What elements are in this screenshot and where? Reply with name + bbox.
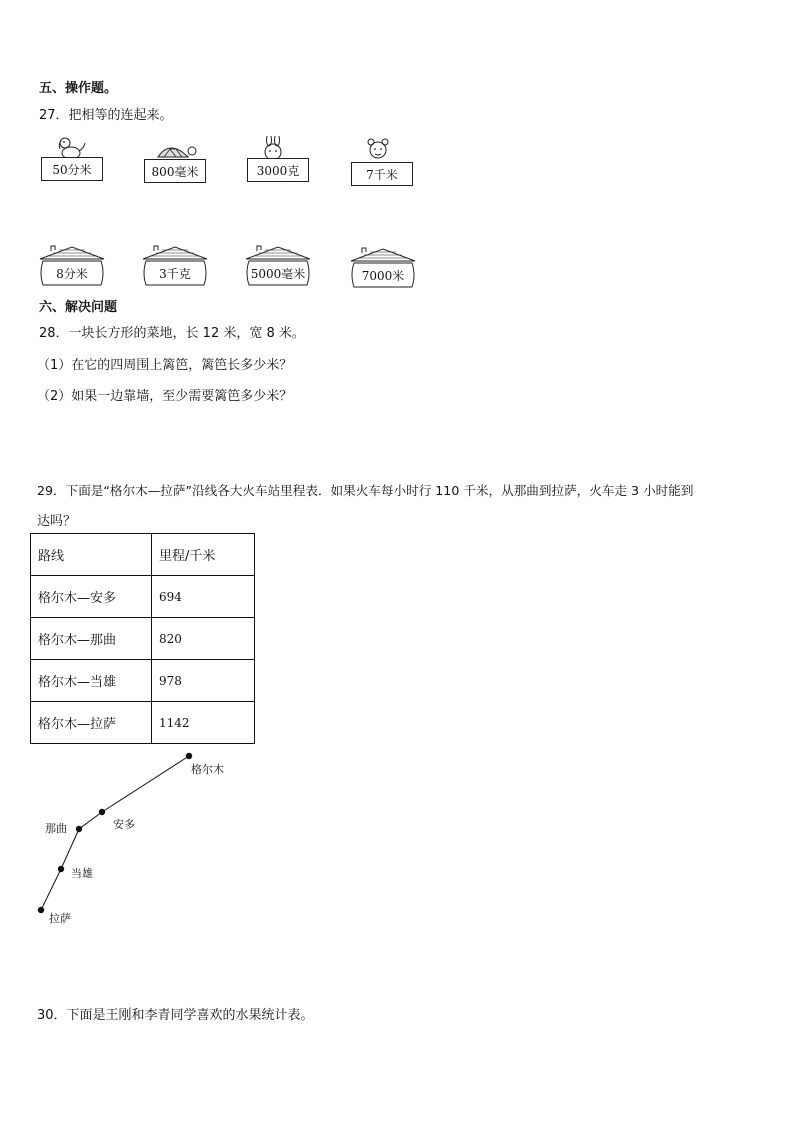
route-cell: 格尔木—拉萨	[31, 702, 152, 744]
station-dot-lhasa	[38, 907, 44, 913]
house-label: 3千克	[159, 267, 191, 281]
q29-line1: 29．下面是“格尔木—拉萨”沿线各大火车站里程表．如果火车每小时行 110 千米，从那曲到拉萨，火车走 3 小时能到	[37, 483, 694, 498]
station-dot-damxung	[58, 866, 64, 872]
card-label: 3000克	[247, 158, 309, 182]
station-label-damxung: 当雄	[71, 867, 93, 880]
q30-text: 30．下面是王刚和李青同学喜欢的水果统计表。	[37, 1008, 314, 1023]
distance-cell: 978	[152, 660, 255, 702]
station-dot-nagqu	[76, 826, 82, 832]
station-label-lhasa: 拉萨	[49, 912, 71, 925]
distance-cell: 820	[152, 618, 255, 660]
house-label: 7000米	[361, 269, 405, 283]
header-route: 路线	[31, 534, 152, 576]
station-dot-amdo	[99, 809, 105, 815]
station-label-nagqu: 那曲	[45, 822, 67, 835]
house-label: 8分米	[56, 267, 88, 281]
route-cell: 格尔木—那曲	[31, 618, 152, 660]
section6-heading: 六、解决问题	[39, 300, 118, 315]
card-label: 7千米	[351, 162, 413, 186]
route-cell: 格尔木—当雄	[31, 660, 152, 702]
route-cell: 格尔木—安多	[31, 576, 152, 618]
header-distance: 里程/千米	[152, 534, 255, 576]
q27-text: 27．把相等的连起来。	[39, 108, 173, 123]
house-label: 5000毫米	[250, 267, 306, 281]
station-dot-golmud	[186, 753, 192, 759]
card-label: 50分米	[41, 157, 103, 181]
card-label: 800毫米	[144, 159, 206, 183]
q28-sub1: （1）在它的四周围上篱笆，篱笆长多少米？	[37, 358, 293, 373]
q29-line2: 达吗？	[37, 514, 77, 529]
distance-cell: 1142	[152, 702, 255, 744]
distance-cell: 694	[152, 576, 255, 618]
station-label-golmud: 格尔木	[191, 763, 224, 776]
q28-sub2: （2）如果一边靠墙，至少需要篱笆多少米？	[37, 389, 293, 404]
q28-text: 28．一块长方形的菜地，长 12 米，宽 8 米。	[39, 326, 305, 341]
station-label-amdo: 安多	[113, 818, 135, 831]
section5-heading: 五、操作题。	[39, 81, 118, 96]
